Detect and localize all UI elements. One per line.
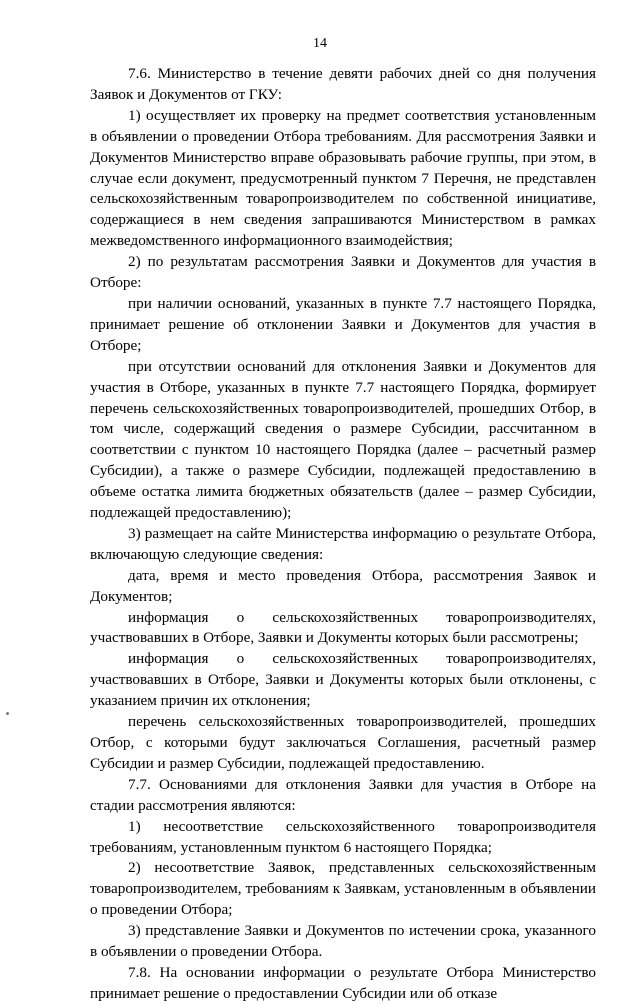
paragraph-7-6-item-1: 1) осуществляет их проверку на предмет соответствия установленным в объявлении о проведении Отбора требованиям. Для рассмотрения Заявки и Документов Министерство вправе образовывать рабочие группы, при этом, в случае если документ, предусмотренный пунктом 7 Перечня, не представлен сельскохозяйственным товаропроизводителем по собственной инициативе, содержащиеся в нем сведения запрашиваются Министерством в рамках межведомственного информационного взаимодействия; — [90, 106, 596, 250]
page-number: 14 — [313, 36, 327, 51]
paragraph-7-7-item-2: 2) несоответствие Заявок, представленных сельскохозяйственным товаропроизводителем, требованиям к Заявкам, установленным в объявлении о проведении Отбора; — [90, 859, 596, 919]
paragraph-7-8: 7.8. На основании информации о результате Отбора Министерство принимает решение о предоставлении Субсидии или об отказе — [90, 963, 596, 1002]
paragraph-approval-case: при отсутствии оснований для отклонения Заявки и Документов для участия в Отборе, указанных в пункте 7.7 настоящего Порядка, формирует перечень сельскохозяйственных товаропроизводителей, прошедших Отбор, в том числе, содержащий сведения о размере Субсидии, рассчитанном в соответствии с пунктом 10 настоящего Порядка (далее – расчетный размер Субсидии), а также о размере Субсидии, подлежащей предоставлению в объеме остатка лимита бюджетных обязательств (далее – размер Субсидии, подлежащей предоставлению); — [90, 357, 596, 522]
paragraph-7-6-item-2: 2) по результатам рассмотрения Заявки и Документов для участия в Отборе: — [90, 253, 596, 292]
paragraph-info-rejected: информация о сельскохозяйственных товаропроизводителях, участвовавших в Отборе, Заявки и Документы которых были отклонены, с указанием причин их отклонения; — [90, 650, 596, 710]
paragraph-rejection-case: при наличии оснований, указанных в пункте 7.7 настоящего Порядка, принимает решение об отклонении Заявки и Документов для участия в Отборе; — [90, 294, 596, 354]
paragraph-7-6-item-3: 3) размещает на сайте Министерства информацию о результате Отбора, включающую следующие сведения: — [90, 524, 596, 563]
paragraph-info-passed-list: перечень сельскохозяйственных товаропроизводителей, прошедших Отбор, с которыми будут заключаться Соглашения, расчетный размер Субсидии и размер Субсидии, подлежащей предоставлению. — [90, 713, 596, 772]
paragraph-info-reviewed: информация о сельскохозяйственных товаропроизводителях, участвовавших в Отборе, Заявки и Документы которых были рассмотрены; — [90, 608, 596, 647]
paragraph-7-7-item-1: 1) несоответствие сельскохозяйственного товаропроизводителя требованиям, установленным пунктом 6 настоящего Порядка; — [90, 817, 596, 856]
document-body — [90, 64, 596, 1005]
paragraph-7-7-item-3: 3) представление Заявки и Документов по истечении срока, указанного в объявлении о проведении Отбора. — [90, 922, 596, 961]
paragraph-info-date-time: дата, время и место проведения Отбора, рассмотрения Заявок и Документов; — [90, 566, 596, 605]
paragraph-7-7-intro: 7.7. Основаниями для отклонения Заявки для участия в Отборе на стадии рассмотрения являются: — [90, 775, 596, 814]
paragraph-7-6-intro: 7.6. Министерство в течение девяти рабочих дней со дня получения Заявок и Документов от ГКУ: — [90, 65, 596, 103]
scan-speck — [6, 712, 9, 715]
